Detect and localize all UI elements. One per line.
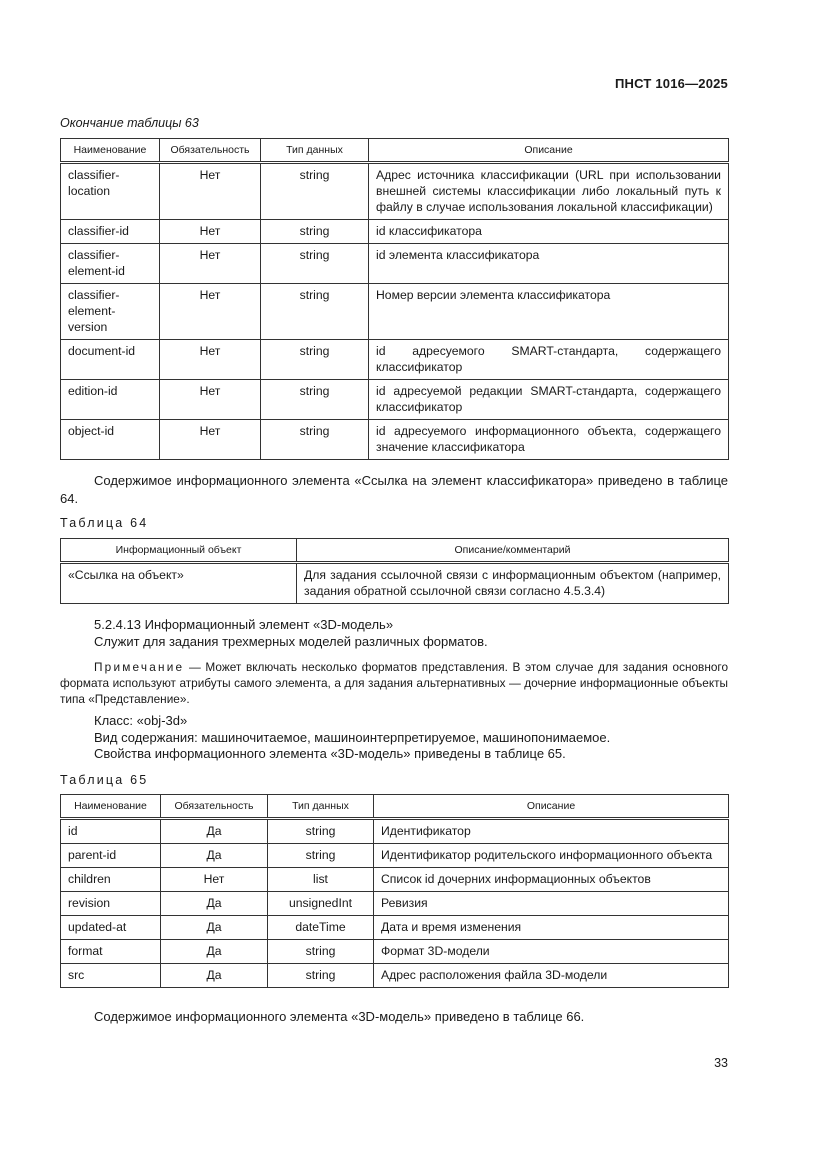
table-cell: Для задания ссылочной связи с информационным объектом (например, задания обратной ссылочной связи согласно 4.5.3.4) — [297, 563, 729, 604]
table65-column-header: Наименование — [61, 795, 161, 819]
table-cell: Адрес расположения файла 3D-модели — [374, 964, 729, 988]
table-cell: id — [61, 819, 161, 844]
table-cell: format — [61, 940, 161, 964]
table-cell: string — [268, 819, 374, 844]
table65-header-row — [61, 795, 729, 819]
table-cell: string — [261, 380, 369, 420]
table-row — [61, 964, 729, 988]
table-row — [61, 244, 729, 284]
document-code: ПНСТ 1016—2025 — [615, 76, 728, 91]
table-cell: string — [261, 284, 369, 340]
paragraph-final: Содержимое информационного элемента «3D-модель» приведено в таблице 66. — [94, 1009, 585, 1024]
table-cell: id адресуемого информационного объекта, содержащего значение классификатора — [369, 420, 729, 460]
note-text: — Может включать несколько форматов представления. В этом случае для задания основного формата используют атрибуты самого элемента, а для задания альтернативных — дочерние информационные объекты типа «Представление». — [60, 660, 728, 706]
table63-column-header: Обязательность — [160, 139, 261, 163]
table-cell: Номер версии элемента классификатора — [369, 284, 729, 340]
table63-column-header: Тип данных — [261, 139, 369, 163]
section-heading: 5.2.4.13 Информационный элемент «3D-модель» — [94, 617, 394, 632]
table-cell: Идентификатор — [374, 819, 729, 844]
table-cell: children — [61, 868, 161, 892]
table-cell: edition-id — [61, 380, 160, 420]
table-cell: Ревизия — [374, 892, 729, 916]
table-cell: id адресуемого SMART-стандарта, содержащего классификатор — [369, 340, 729, 380]
section-purpose: Служит для задания трехмерных моделей различных форматов. — [94, 634, 488, 649]
table-cell: Нет — [160, 163, 261, 220]
table63-header-row — [61, 139, 729, 163]
table-cell: Нет — [160, 340, 261, 380]
table-cell: classifier-id — [61, 220, 160, 244]
content-type-line: Вид содержания: машиночитаемое, машиноинтерпретируемое, машинопонимаемое. — [94, 730, 611, 745]
table-row — [61, 220, 729, 244]
table-cell: revision — [61, 892, 161, 916]
table-cell: Да — [161, 964, 268, 988]
table-cell: Да — [161, 844, 268, 868]
table-cell: Нет — [160, 220, 261, 244]
table65-caption: Таблица 65 — [60, 773, 149, 787]
table-cell: string — [261, 420, 369, 460]
page-number: 33 — [714, 1056, 728, 1070]
table-cell: Нет — [160, 244, 261, 284]
table-row — [61, 563, 729, 604]
table-cell: Да — [161, 819, 268, 844]
table-row — [61, 844, 729, 868]
table-row — [61, 916, 729, 940]
table-65 — [60, 794, 729, 988]
table-cell: Нет — [161, 868, 268, 892]
table-cell: id адресуемой редакции SMART-стандарта, содержащего классификатор — [369, 380, 729, 420]
class-line: Класс: «obj-3d» — [94, 713, 188, 728]
note-label: Примечание — [94, 660, 185, 674]
table-cell: Да — [161, 916, 268, 940]
table64-caption: Таблица 64 — [60, 516, 149, 530]
table-row — [61, 892, 729, 916]
table-cell: string — [268, 844, 374, 868]
table-cell: Нет — [160, 284, 261, 340]
table-cell: string — [261, 220, 369, 244]
table-cell: Список id дочерних информационных объектов — [374, 868, 729, 892]
table-cell: string — [268, 964, 374, 988]
table-cell: classifier-element-version — [61, 284, 160, 340]
table-row — [61, 868, 729, 892]
table64-header-row — [61, 539, 729, 563]
table65-column-header: Тип данных — [268, 795, 374, 819]
table63-column-header: Описание — [369, 139, 729, 163]
table-cell: Дата и время изменения — [374, 916, 729, 940]
table-cell: Да — [161, 940, 268, 964]
table63-body — [61, 163, 729, 460]
table-63 — [60, 138, 729, 460]
table-row — [61, 284, 729, 340]
table-row — [61, 380, 729, 420]
table65-body — [61, 819, 729, 988]
table64-column-header: Информационный объект — [61, 539, 297, 563]
table-row — [61, 940, 729, 964]
table63-caption: Окончание таблицы 63 — [60, 116, 199, 130]
table-cell: document-id — [61, 340, 160, 380]
table-cell: Формат 3D-модели — [374, 940, 729, 964]
table-cell: id элемента классификатора — [369, 244, 729, 284]
table-row — [61, 163, 729, 220]
properties-line: Свойства информационного элемента «3D-модель» приведены в таблице 65. — [94, 746, 566, 761]
table-row — [61, 819, 729, 844]
note-block — [60, 659, 728, 707]
table-row — [61, 420, 729, 460]
table64-column-header: Описание/комментарий — [297, 539, 729, 563]
table65-column-header: Описание — [374, 795, 729, 819]
table-cell: unsignedInt — [268, 892, 374, 916]
table63-column-header: Наименование — [61, 139, 160, 163]
table-cell: object-id — [61, 420, 160, 460]
table-cell: string — [268, 940, 374, 964]
table-cell: id классификатора — [369, 220, 729, 244]
table-cell: Адрес источника классификации (URL при использовании внешней системы классификации либо локальный путь к файлу в случае использования локальной классификации) — [369, 163, 729, 220]
table64-body — [61, 563, 729, 604]
table-cell: updated-at — [61, 916, 161, 940]
table-cell: classifier-element-id — [61, 244, 160, 284]
table-64 — [60, 538, 729, 604]
table-cell: Да — [161, 892, 268, 916]
table-cell: parent-id — [61, 844, 161, 868]
table-cell: dateTime — [268, 916, 374, 940]
table-cell: string — [261, 163, 369, 220]
table-cell: string — [261, 244, 369, 284]
table-cell: Нет — [160, 380, 261, 420]
table-cell: src — [61, 964, 161, 988]
table65-column-header: Обязательность — [161, 795, 268, 819]
table-cell: Нет — [160, 420, 261, 460]
table-cell: classifier-location — [61, 163, 160, 220]
table-row — [61, 340, 729, 380]
table-cell: Идентификатор родительского информационного объекта — [374, 844, 729, 868]
table-cell: list — [268, 868, 374, 892]
table-cell: «Ссылка на объект» — [61, 563, 297, 604]
paragraph-table64-ref: Содержимое информационного элемента «Ссылка на элемент классификатора» приведено в таблице 64. — [60, 473, 728, 506]
table-cell: string — [261, 340, 369, 380]
